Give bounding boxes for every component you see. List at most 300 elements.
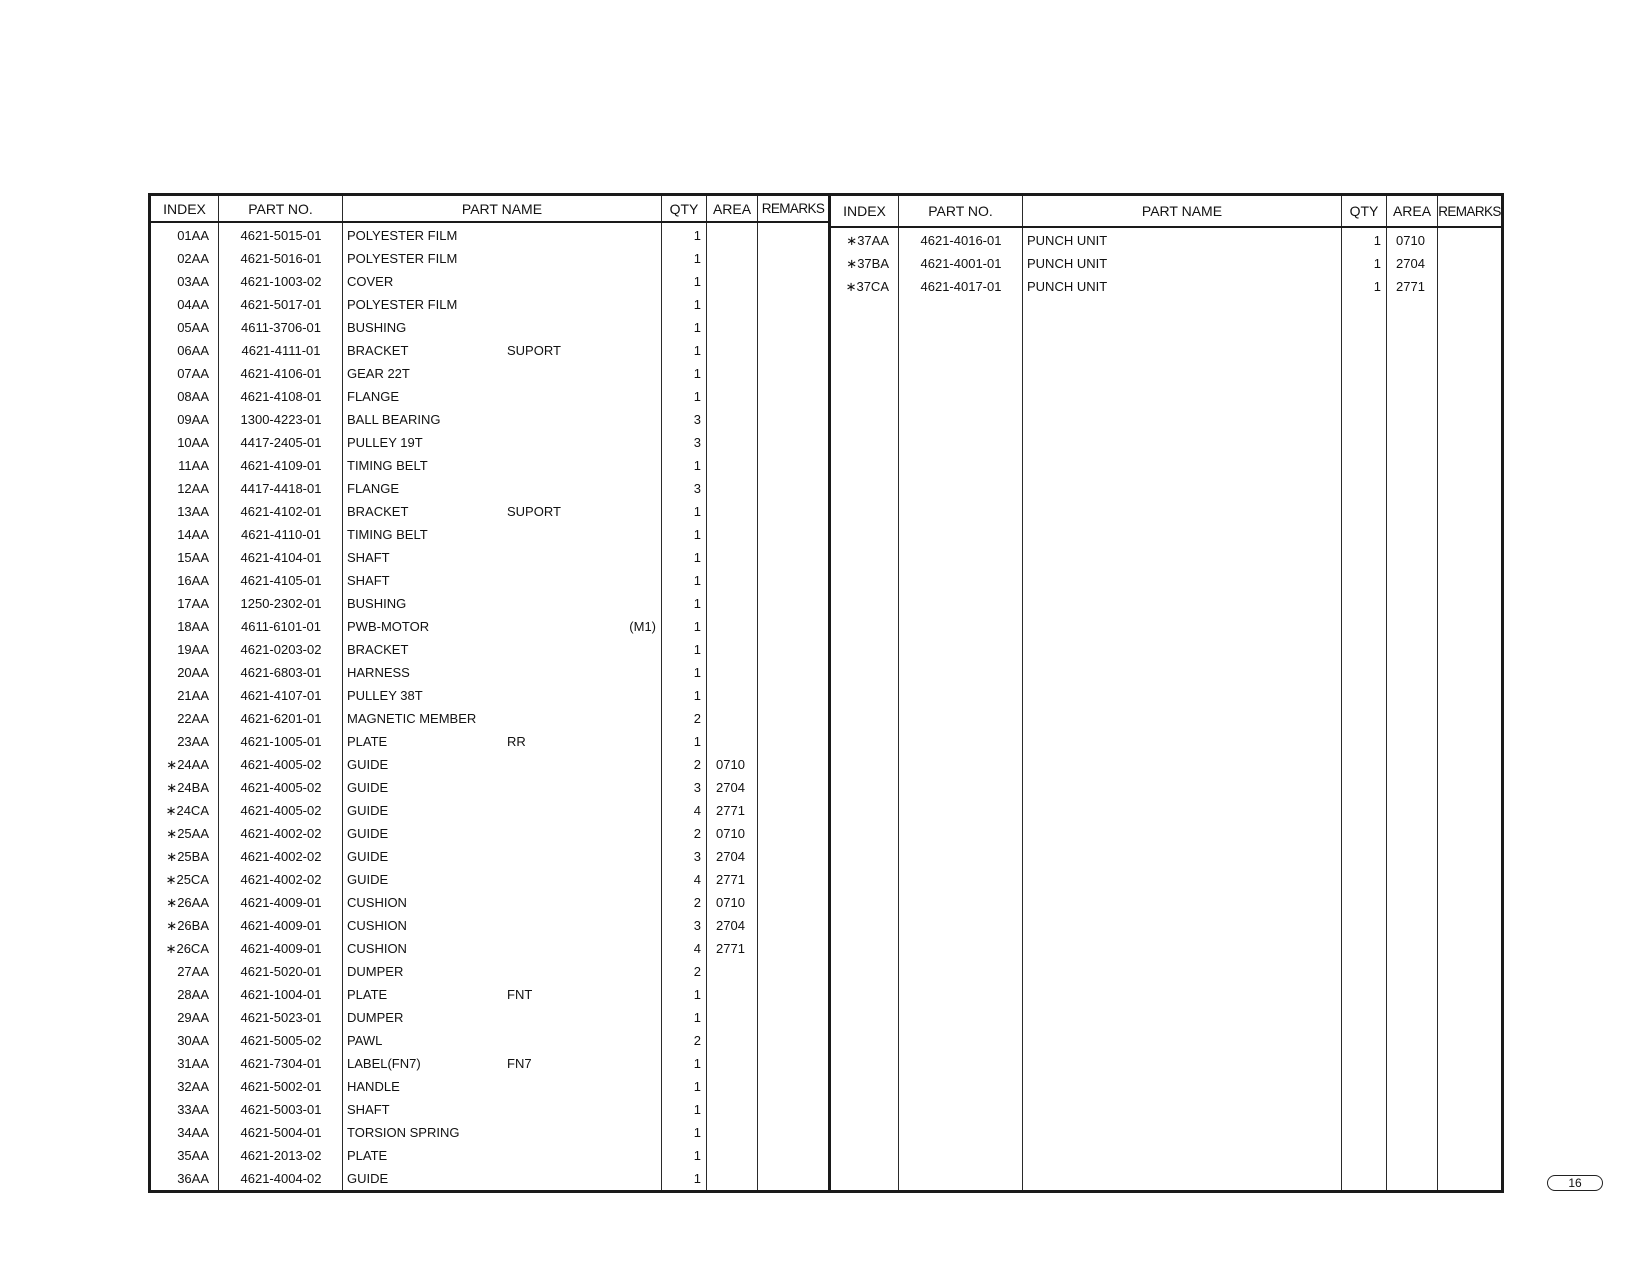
row-qty: 3 — [693, 849, 701, 864]
part-name-detail: SUPORT — [507, 504, 561, 519]
row-index: 07AA — [177, 366, 209, 381]
part-name-text: PLATE — [347, 987, 388, 1002]
row-remarks — [758, 1144, 828, 1167]
row-qty: 1 — [693, 596, 701, 611]
row-index: 34AA — [177, 1125, 209, 1140]
table-row — [151, 868, 828, 891]
row-qty: 1 — [1373, 233, 1381, 248]
part-name-detail: SUPORT — [507, 343, 561, 358]
row-part-name — [343, 385, 662, 408]
table-row — [151, 224, 828, 247]
part-name-text: BRACKET — [347, 504, 409, 519]
row-remarks — [758, 799, 828, 822]
row-part-name — [343, 247, 662, 270]
row-qty: 1 — [693, 1148, 701, 1163]
row-index: ∗37CA — [845, 278, 889, 294]
part-name-text: PUNCH UNIT — [1027, 256, 1108, 271]
table-row — [151, 500, 828, 523]
row-part-no: 4621-4016-01 — [920, 233, 1002, 248]
row-remarks — [758, 891, 828, 914]
header-part-no: PART NO. — [219, 196, 343, 221]
row-part-no: 4621-0203-02 — [240, 642, 322, 657]
row-remarks — [758, 822, 828, 845]
row-index: ∗37BA — [846, 255, 889, 271]
table-row — [831, 275, 1501, 298]
row-part-no: 4621-5002-01 — [240, 1079, 322, 1094]
row-part-no: 4621-4017-01 — [920, 279, 1002, 294]
row-index: 06AA — [177, 343, 209, 358]
page-number: 16 — [1547, 1175, 1603, 1191]
header-area: AREA — [707, 196, 758, 221]
row-part-no: 1250-2302-01 — [240, 596, 322, 611]
table-row — [151, 891, 828, 914]
row-part-name — [1023, 229, 1342, 252]
part-name-text: BALL BEARING — [347, 412, 441, 427]
part-name-text: LABEL(FN7) — [347, 1056, 421, 1071]
row-qty: 1 — [693, 1102, 701, 1117]
row-part-no: 4621-4004-02 — [240, 1171, 322, 1186]
table-row — [151, 362, 828, 385]
row-part-name — [343, 1006, 662, 1029]
row-area — [707, 408, 758, 431]
row-qty: 1 — [693, 1171, 701, 1186]
row-part-no: 4621-4002-02 — [240, 872, 322, 887]
part-name-note: (M1) — [629, 619, 656, 634]
row-part-name — [343, 868, 662, 891]
row-area — [707, 615, 758, 638]
row-part-no: 4621-4005-02 — [240, 803, 322, 818]
header-part-name: PART NAME — [1023, 196, 1342, 226]
table-row — [151, 661, 828, 684]
part-name-text: GUIDE — [347, 849, 389, 864]
table-row — [151, 638, 828, 661]
part-name-text: PWB-MOTOR — [347, 619, 430, 634]
part-name-text: POLYESTER FILM — [347, 297, 458, 312]
row-remarks — [758, 224, 828, 247]
row-area — [707, 730, 758, 753]
part-name-text: GUIDE — [347, 1171, 389, 1186]
part-name-text: BUSHING — [347, 596, 407, 611]
table-row — [151, 1052, 828, 1075]
row-index: 32AA — [177, 1079, 209, 1094]
row-part-name — [343, 431, 662, 454]
row-qty: 1 — [693, 251, 701, 266]
row-index: ∗26AA — [166, 894, 209, 910]
row-area — [707, 293, 758, 316]
row-area — [707, 316, 758, 339]
row-remarks — [758, 477, 828, 500]
row-part-name — [343, 638, 662, 661]
part-name-text: POLYESTER FILM — [347, 228, 458, 243]
row-part-no: 4621-5003-01 — [240, 1102, 322, 1117]
part-name-text: PUNCH UNIT — [1027, 279, 1108, 294]
table-row — [151, 546, 828, 569]
row-remarks — [758, 615, 828, 638]
row-index: 14AA — [177, 527, 209, 542]
row-qty: 1 — [693, 366, 701, 381]
table-row — [151, 316, 828, 339]
row-part-name — [343, 1167, 662, 1190]
row-remarks — [758, 1006, 828, 1029]
table-row — [151, 753, 828, 776]
row-part-no: 4611-6101-01 — [241, 619, 321, 634]
row-remarks — [758, 1075, 828, 1098]
row-part-no: 4621-4109-01 — [240, 458, 322, 473]
row-part-name — [343, 339, 662, 362]
header-area: AREA — [1387, 196, 1438, 226]
row-remarks — [758, 408, 828, 431]
row-part-no: 4621-4005-02 — [240, 757, 322, 772]
row-remarks — [758, 454, 828, 477]
row-part-name — [343, 960, 662, 983]
row-part-no: 4621-4102-01 — [240, 504, 322, 519]
row-remarks — [758, 707, 828, 730]
table-row — [151, 822, 828, 845]
row-remarks — [758, 845, 828, 868]
row-qty: 1 — [693, 389, 701, 404]
row-index: 04AA — [177, 297, 209, 312]
row-part-name — [343, 454, 662, 477]
table-row — [151, 592, 828, 615]
row-part-no: 4621-4005-02 — [240, 780, 322, 795]
row-index: ∗25AA — [166, 825, 209, 841]
row-area — [707, 247, 758, 270]
row-area — [707, 500, 758, 523]
part-name-text: SHAFT — [347, 550, 390, 565]
row-area: 0710 — [1396, 233, 1425, 248]
part-name-text: PAWL — [347, 1033, 383, 1048]
row-area — [707, 592, 758, 615]
row-part-no: 4621-4002-02 — [240, 826, 322, 841]
header-index: INDEX — [151, 196, 219, 221]
table-row — [151, 983, 828, 1006]
row-index: 35AA — [177, 1148, 209, 1163]
row-remarks — [758, 1052, 828, 1075]
row-part-no: 4621-6803-01 — [240, 665, 322, 680]
part-name-text: GUIDE — [347, 803, 389, 818]
table-row — [151, 615, 828, 638]
table-row — [151, 1167, 828, 1190]
row-remarks — [758, 385, 828, 408]
column-rules — [831, 228, 1501, 1190]
row-qty: 1 — [693, 274, 701, 289]
row-area — [707, 523, 758, 546]
part-name-text: HANDLE — [347, 1079, 400, 1094]
row-qty: 1 — [693, 987, 701, 1002]
table-header-right — [831, 196, 1501, 228]
row-index: 08AA — [177, 389, 209, 404]
row-qty: 3 — [693, 918, 701, 933]
table-row — [151, 408, 828, 431]
row-remarks — [758, 247, 828, 270]
table-row — [151, 730, 828, 753]
row-area: 2704 — [716, 849, 745, 864]
table-row — [151, 247, 828, 270]
row-index: ∗26BA — [166, 917, 209, 933]
row-area — [707, 983, 758, 1006]
row-part-name — [343, 1029, 662, 1052]
row-qty: 1 — [693, 688, 701, 703]
row-part-name — [343, 891, 662, 914]
row-part-name — [343, 799, 662, 822]
row-part-name — [343, 845, 662, 868]
row-part-name — [343, 500, 662, 523]
row-remarks — [758, 960, 828, 983]
part-name-text: PULLEY 19T — [347, 435, 423, 450]
row-qty: 1 — [693, 527, 701, 542]
row-part-no: 4621-5004-01 — [240, 1125, 322, 1140]
row-qty: 1 — [693, 1010, 701, 1025]
part-name-text: TIMING BELT — [347, 527, 428, 542]
part-name-text: HARNESS — [347, 665, 410, 680]
row-qty: 2 — [693, 757, 701, 772]
table-row — [151, 684, 828, 707]
part-name-text: PLATE — [347, 1148, 388, 1163]
header-qty: QTY — [662, 196, 707, 221]
table-row — [151, 937, 828, 960]
part-name-text: DUMPER — [347, 964, 404, 979]
row-index: 11AA — [178, 458, 209, 473]
row-part-name — [343, 914, 662, 937]
table-row — [151, 477, 828, 500]
table-row — [151, 1075, 828, 1098]
table-row — [151, 1121, 828, 1144]
row-index: 36AA — [177, 1171, 209, 1186]
part-name-text: FLANGE — [347, 389, 400, 404]
table-row — [151, 270, 828, 293]
row-area: 2704 — [1396, 256, 1425, 271]
row-remarks — [758, 868, 828, 891]
table-row — [151, 293, 828, 316]
row-part-no: 4621-4105-01 — [240, 573, 322, 588]
row-index: 10AA — [177, 435, 209, 450]
row-part-no: 1300-4223-01 — [240, 412, 322, 427]
row-part-name — [1023, 275, 1342, 298]
table-row — [151, 1144, 828, 1167]
row-part-name — [343, 684, 662, 707]
row-remarks — [758, 730, 828, 753]
row-part-name — [343, 316, 662, 339]
part-name-text: GUIDE — [347, 826, 389, 841]
row-qty: 4 — [693, 872, 701, 887]
row-part-no: 4621-5020-01 — [240, 964, 322, 979]
part-name-text: TORSION SPRING — [347, 1125, 460, 1140]
row-area — [707, 546, 758, 569]
row-part-name — [343, 937, 662, 960]
row-area: 2771 — [716, 872, 745, 887]
row-index: ∗26CA — [165, 940, 209, 956]
row-qty: 1 — [693, 1079, 701, 1094]
header-remarks: REMARKS — [761, 201, 825, 216]
row-remarks — [1438, 252, 1501, 275]
row-remarks — [758, 776, 828, 799]
row-index: 27AA — [177, 964, 209, 979]
row-qty: 3 — [693, 412, 701, 427]
row-qty: 1 — [693, 504, 701, 519]
row-remarks — [758, 362, 828, 385]
row-part-name — [343, 1075, 662, 1098]
row-index: 23AA — [177, 734, 209, 749]
row-qty: 3 — [693, 435, 701, 450]
row-area — [707, 1006, 758, 1029]
row-remarks — [758, 983, 828, 1006]
row-qty: 3 — [693, 481, 701, 496]
header-part-no: PART NO. — [899, 196, 1023, 226]
row-area — [707, 1075, 758, 1098]
row-area — [707, 707, 758, 730]
row-index: 28AA — [177, 987, 209, 1002]
row-area — [707, 1098, 758, 1121]
row-qty: 1 — [693, 458, 701, 473]
row-index: 31AA — [177, 1056, 209, 1071]
row-index: 02AA — [177, 251, 209, 266]
row-qty: 1 — [693, 343, 701, 358]
header-index: INDEX — [831, 196, 899, 226]
row-part-name — [343, 408, 662, 431]
row-remarks — [1438, 229, 1501, 252]
row-qty: 2 — [693, 711, 701, 726]
parts-list-table — [148, 193, 1504, 1193]
row-part-name — [343, 1144, 662, 1167]
row-part-name — [343, 477, 662, 500]
row-part-no: 4417-4418-01 — [240, 481, 322, 496]
part-name-text: CUSHION — [347, 918, 407, 933]
part-name-text: DUMPER — [347, 1010, 404, 1025]
row-index: 16AA — [177, 573, 209, 588]
row-index: ∗24BA — [166, 779, 209, 795]
row-qty: 2 — [693, 964, 701, 979]
row-part-no: 4621-4108-01 — [240, 389, 322, 404]
row-area — [707, 1052, 758, 1075]
row-part-no: 4621-4107-01 — [240, 688, 322, 703]
row-part-name — [343, 776, 662, 799]
parts-table-right — [831, 196, 1501, 1190]
row-part-no: 4621-4009-01 — [240, 895, 322, 910]
row-part-name — [343, 362, 662, 385]
row-part-no: 4621-5016-01 — [240, 251, 322, 266]
row-area — [707, 454, 758, 477]
row-area — [707, 224, 758, 247]
table-row — [151, 385, 828, 408]
row-qty: 1 — [1373, 256, 1381, 271]
part-name-text: COVER — [347, 274, 394, 289]
row-remarks — [758, 753, 828, 776]
row-area — [707, 1167, 758, 1190]
row-qty: 4 — [693, 941, 701, 956]
row-part-name — [1023, 252, 1342, 275]
row-area: 2771 — [1396, 279, 1425, 294]
row-qty: 2 — [693, 1033, 701, 1048]
table-row — [151, 1006, 828, 1029]
row-remarks — [758, 569, 828, 592]
row-area: 2704 — [716, 918, 745, 933]
row-index: 19AA — [177, 642, 209, 657]
row-part-no: 4621-1004-01 — [240, 987, 322, 1002]
header-qty: QTY — [1342, 196, 1387, 226]
row-part-no: 4621-7304-01 — [240, 1056, 322, 1071]
table-row — [831, 229, 1501, 252]
row-part-name — [343, 546, 662, 569]
row-part-no: 4621-1005-01 — [240, 734, 322, 749]
row-area — [707, 1144, 758, 1167]
row-part-no: 4621-6201-01 — [240, 711, 322, 726]
row-part-no: 4621-4110-01 — [241, 527, 321, 542]
table-header-left — [151, 196, 828, 223]
row-part-name — [343, 293, 662, 316]
row-remarks — [758, 431, 828, 454]
row-part-name — [343, 822, 662, 845]
row-index: ∗24CA — [165, 802, 209, 818]
row-qty: 2 — [693, 895, 701, 910]
header-remarks: REMARKS — [1438, 203, 1501, 219]
row-index: 30AA — [177, 1033, 209, 1048]
part-name-text: PULLEY 38T — [347, 688, 423, 703]
part-name-text: CUSHION — [347, 941, 407, 956]
parts-table-left — [151, 196, 831, 1190]
table-row — [151, 1029, 828, 1052]
row-part-name — [343, 661, 662, 684]
part-name-text: BUSHING — [347, 320, 407, 335]
row-index: 05AA — [177, 320, 209, 335]
row-part-name — [343, 592, 662, 615]
row-index: ∗25BA — [166, 848, 209, 864]
row-part-name — [343, 1098, 662, 1121]
part-name-text: FLANGE — [347, 481, 400, 496]
row-part-name — [343, 753, 662, 776]
row-part-no: 4621-4106-01 — [240, 366, 322, 381]
row-remarks — [758, 500, 828, 523]
row-index: 21AA — [177, 688, 209, 703]
table-body-right — [831, 228, 1501, 1190]
row-index: 22AA — [177, 711, 209, 726]
row-index: 09AA — [177, 412, 209, 427]
row-part-name — [343, 615, 662, 638]
row-part-name — [343, 707, 662, 730]
row-index: 13AA — [177, 504, 209, 519]
row-qty: 2 — [693, 826, 701, 841]
row-qty: 1 — [693, 228, 701, 243]
row-index: ∗25CA — [165, 871, 209, 887]
row-qty: 1 — [693, 1125, 701, 1140]
row-remarks — [758, 1029, 828, 1052]
part-name-text: POLYESTER FILM — [347, 251, 458, 266]
row-remarks — [758, 1121, 828, 1144]
row-part-no: 4621-4111-01 — [241, 343, 321, 358]
row-part-no: 4621-5015-01 — [240, 228, 322, 243]
row-area — [707, 431, 758, 454]
row-part-no: 4621-2013-02 — [240, 1148, 322, 1163]
row-remarks — [1438, 275, 1501, 298]
part-name-text: BRACKET — [347, 343, 409, 358]
row-qty: 1 — [693, 550, 701, 565]
part-name-text: SHAFT — [347, 1102, 390, 1117]
table-row — [151, 523, 828, 546]
row-index: 33AA — [177, 1102, 209, 1117]
part-name-detail: RR — [507, 734, 526, 749]
row-remarks — [758, 937, 828, 960]
table-row — [151, 569, 828, 592]
row-part-no: 4621-5005-02 — [240, 1033, 322, 1048]
row-area: 2704 — [716, 780, 745, 795]
row-part-name — [343, 983, 662, 1006]
table-row — [151, 339, 828, 362]
row-area: 0710 — [716, 757, 745, 772]
table-row — [151, 960, 828, 983]
row-remarks — [758, 293, 828, 316]
row-area — [707, 362, 758, 385]
table-row — [151, 799, 828, 822]
row-remarks — [758, 592, 828, 615]
